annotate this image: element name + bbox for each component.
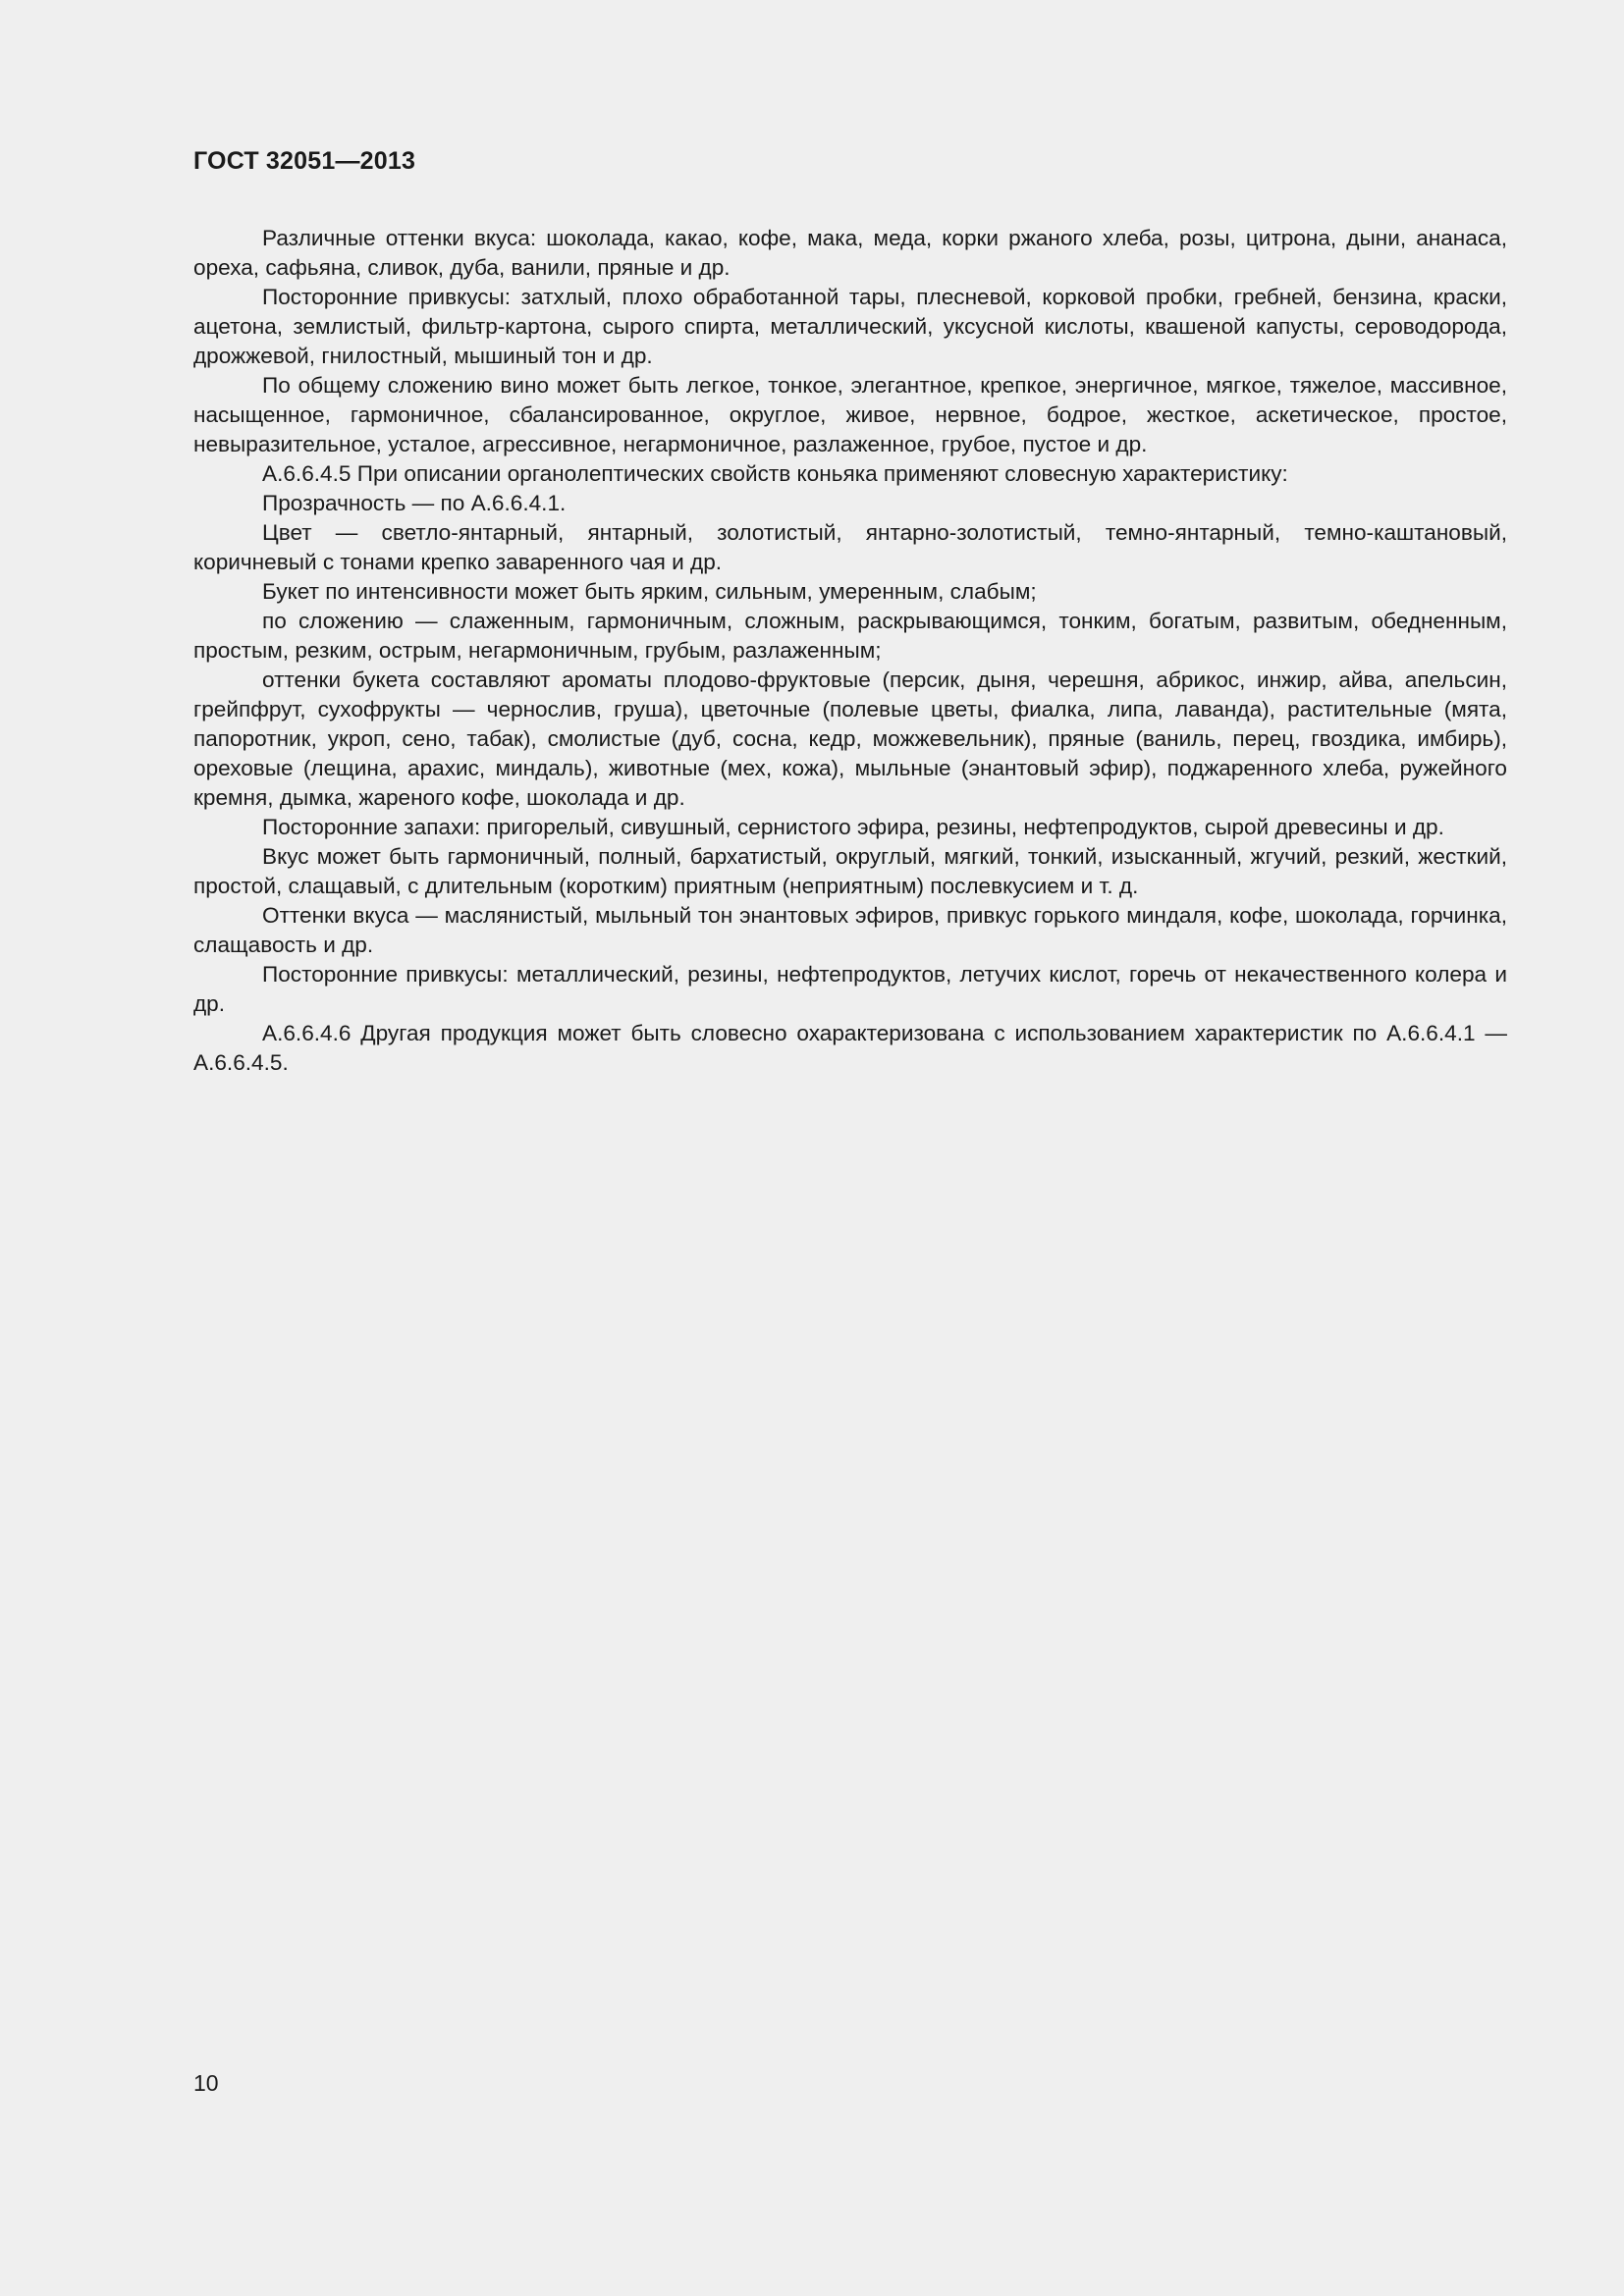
paragraph: Посторонние привкусы: затхлый, плохо обработанной тары, плесневой, корковой пробки, гребней, бензина, краски, ацетона, землистый, фильтр-картона, сырого спирта, металлический, уксусной кислоты, квашеной капусты, сероводорода, дрожжевой, гнилостный, мышиный тон и др. xyxy=(193,285,1507,368)
paragraph: по сложению — слаженным, гармоничным, сложным, раскрывающимся, тонким, богатым, развитым, обедненным, простым, резким, острым, негармоничным, грубым, разлаженным; xyxy=(193,609,1507,663)
paragraph: Прозрачность — по А.6.6.4.1. xyxy=(262,491,567,515)
paragraph: оттенки букета составляют ароматы плодово-фруктовые (персик, дыня, черешня, абрикос, инжир, айва, апельсин, грейпфрут, сухофрукты — чернослив, груша), цветочные (полевые цветы, фиалка, липа, лаванда), растительные (мята, папоротник, укроп, сено, табак), смолистые (дуб, сосна, кедр, можжевельник), пряные (ваниль, перец, гвоздика, имбирь), ореховые (лещина, арахис, миндаль), животные (мех, кожа), мыльные (энантовый эфир), поджаренного хлеба, ружейного кремня, дымка, жареного кофе, шоколада и др. xyxy=(193,667,1507,810)
document-header: ГОСТ 32051—2013 xyxy=(193,147,416,175)
page-number: 10 xyxy=(193,2070,219,2096)
paragraph: Оттенки вкуса — маслянистый, мыльный тон энантовых эфиров, привкус горького миндаля, кофе, шоколада, горчинка, слащавость и др. xyxy=(193,903,1507,957)
paragraph: Цвет — светло-янтарный, янтарный, золотистый, янтарно-золотистый, темно-янтарный, темно-каштановый, коричневый с тонами крепко заваренного чая и др. xyxy=(193,520,1507,574)
paragraph: А.6.6.4.6 Другая продукция может быть словесно охарактеризована с использованием характеристик по А.6.6.4.1 — А.6.6.4.5. xyxy=(193,1021,1507,1075)
paragraph: По общему сложению вино может быть легкое, тонкое, элегантное, крепкое, энергичное, мягкое, тяжелое, массивное, насыщенное, гармоничное, сбалансированное, округлое, живое, нервное, бодрое, жесткое, аскетическое, простое, невыразительное, усталое, агрессивное, негармоничное, разлаженное, грубое, пустое и др. xyxy=(193,373,1507,456)
paragraph: Различные оттенки вкуса: шоколада, какао, кофе, мака, меда, корки ржаного хлеба, розы, цитрона, дыни, ананаса, ореха, сафьяна, сливок, дуба, ванили, пряные и др. xyxy=(193,226,1507,280)
paragraph: Вкус может быть гармоничный, полный, бархатистый, округлый, мягкий, тонкий, изысканный, жгучий, резкий, жесткий, простой, слащавый, с длительным (коротким) приятным (неприятным) послевкусием и т. д. xyxy=(193,844,1507,898)
paragraph: А.6.6.4.5 При описании органолептических свойств коньяка применяют словесную характеристику: xyxy=(262,461,1288,486)
paragraph: Букет по интенсивности может быть ярким, сильным, умеренным, слабым; xyxy=(262,579,1037,604)
paragraph: Посторонние запахи: пригорелый, сивушный, сернистого эфира, резины, нефтепродуктов, сырой древесины и др. xyxy=(262,815,1444,839)
paragraph: Посторонние привкусы: металлический, резины, нефтепродуктов, летучих кислот, горечь от некачественного колера и др. xyxy=(193,962,1507,1016)
document-body xyxy=(193,224,1507,1078)
